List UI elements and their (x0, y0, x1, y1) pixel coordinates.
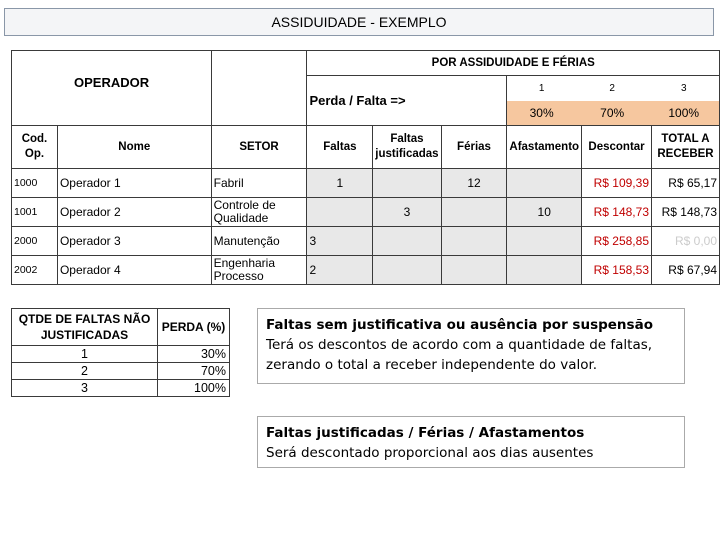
perda-cell: 70% (158, 363, 230, 380)
ferias-header: Férias (441, 126, 507, 169)
table-row (12, 346, 230, 363)
setor-cell: Manutenção (211, 227, 307, 256)
afast-cell (507, 227, 582, 256)
descontar-header: Descontar (582, 126, 652, 169)
descontar-cell: R$ 158,53 (582, 256, 652, 285)
table-row (12, 169, 720, 198)
table-row (12, 256, 720, 285)
percent-2: 70% (600, 105, 625, 120)
note2-body: Será descontado proporcional aos dias ausentes (266, 445, 594, 461)
operador-header-cell (12, 51, 212, 126)
ferias-cell (441, 227, 507, 256)
note1-body: Terá os descontos de acordo com a quantidade de faltas, zerando o total a receber independente do valor. (266, 337, 653, 373)
nome-cell: Operador 3 (57, 227, 211, 256)
ferias-cell (441, 256, 507, 285)
table-row (12, 363, 230, 380)
descontar-cell: R$ 258,85 (582, 227, 652, 256)
table-row (12, 198, 720, 227)
faltas-cell: 2 (307, 256, 373, 285)
note-faltas-justificadas (257, 416, 685, 468)
level-3: 3 (680, 83, 687, 95)
faltas-cell: 1 (307, 169, 373, 198)
setor-cell: Fabril (211, 169, 307, 198)
nome-cell: Operador 4 (57, 256, 211, 285)
note2-title: Faltas justificadas / Férias / Afastamentos (266, 425, 585, 441)
faltas-justificadas-header: Faltas justificadas (373, 126, 441, 169)
faltas-header: Faltas (307, 126, 373, 169)
qtde-cell: 1 (12, 346, 158, 363)
level-1: 1 (538, 83, 545, 95)
cod-cell: 2000 (12, 227, 58, 256)
percent-1: 30% (529, 105, 554, 120)
nome-cell: Operador 2 (57, 198, 211, 227)
afast-cell (507, 256, 582, 285)
setor-cell: Controle de Qualidade (211, 198, 307, 227)
perda-falta-label: Perda / Falta => (307, 76, 507, 126)
qtde-cell: 2 (12, 363, 158, 380)
percent-levels-cell (507, 76, 720, 126)
setor-cell: Engenharia Processo (211, 256, 307, 285)
table-row (12, 227, 720, 256)
page-title: ASSIDUIDADE - EXEMPLO (4, 8, 714, 36)
total-cell: R$ 148,73 (652, 198, 720, 227)
setor-header: SETOR (211, 126, 307, 169)
total-cell: R$ 65,17 (652, 169, 720, 198)
faltas-cell: 3 (307, 227, 373, 256)
table-row (12, 380, 230, 397)
total-cell: R$ 67,94 (652, 256, 720, 285)
cod-op-header: Cod. Op. (12, 126, 58, 169)
faltas-cell (307, 198, 373, 227)
operador-header: OPERADOR (74, 75, 150, 90)
afast-cell (507, 169, 582, 198)
perda-cell: 100% (158, 380, 230, 397)
perda-cell: 30% (158, 346, 230, 363)
percent-3: 100% (668, 105, 700, 120)
faltas-just-cell (373, 256, 441, 285)
note1-title: Faltas sem justificativa ou ausência por suspensão (266, 317, 653, 333)
perda-header: PERDA (%) (158, 309, 230, 346)
afastamento-header: Afastamento (507, 126, 582, 169)
qtde-faltas-header: QTDE DE FALTAS NÃO JUSTIFICADAS (12, 309, 158, 346)
cod-cell: 2002 (12, 256, 58, 285)
descontar-cell: R$ 148,73 (582, 198, 652, 227)
note-faltas-sem-justificativa (257, 308, 685, 384)
setor-blank-cell (211, 51, 307, 126)
level-2: 2 (609, 83, 615, 95)
afast-cell: 10 (507, 198, 582, 227)
faltas-just-cell (373, 227, 441, 256)
faltas-just-cell (373, 169, 441, 198)
total-receber-header: TOTAL A RECEBER (652, 126, 720, 169)
cod-cell: 1001 (12, 198, 58, 227)
ferias-cell (441, 198, 507, 227)
perda-table (11, 308, 230, 397)
cod-cell: 1000 (12, 169, 58, 198)
ferias-cell: 12 (441, 169, 507, 198)
assiduidade-table (11, 50, 720, 285)
por-assiduidade-header: POR ASSIDUIDADE E FÉRIAS (307, 51, 720, 76)
qtde-cell: 3 (12, 380, 158, 397)
faltas-just-cell: 3 (373, 198, 441, 227)
descontar-cell: R$ 109,39 (582, 169, 652, 198)
nome-header: Nome (57, 126, 211, 169)
total-cell: R$ 0,00 (652, 227, 720, 256)
nome-cell: Operador 1 (57, 169, 211, 198)
